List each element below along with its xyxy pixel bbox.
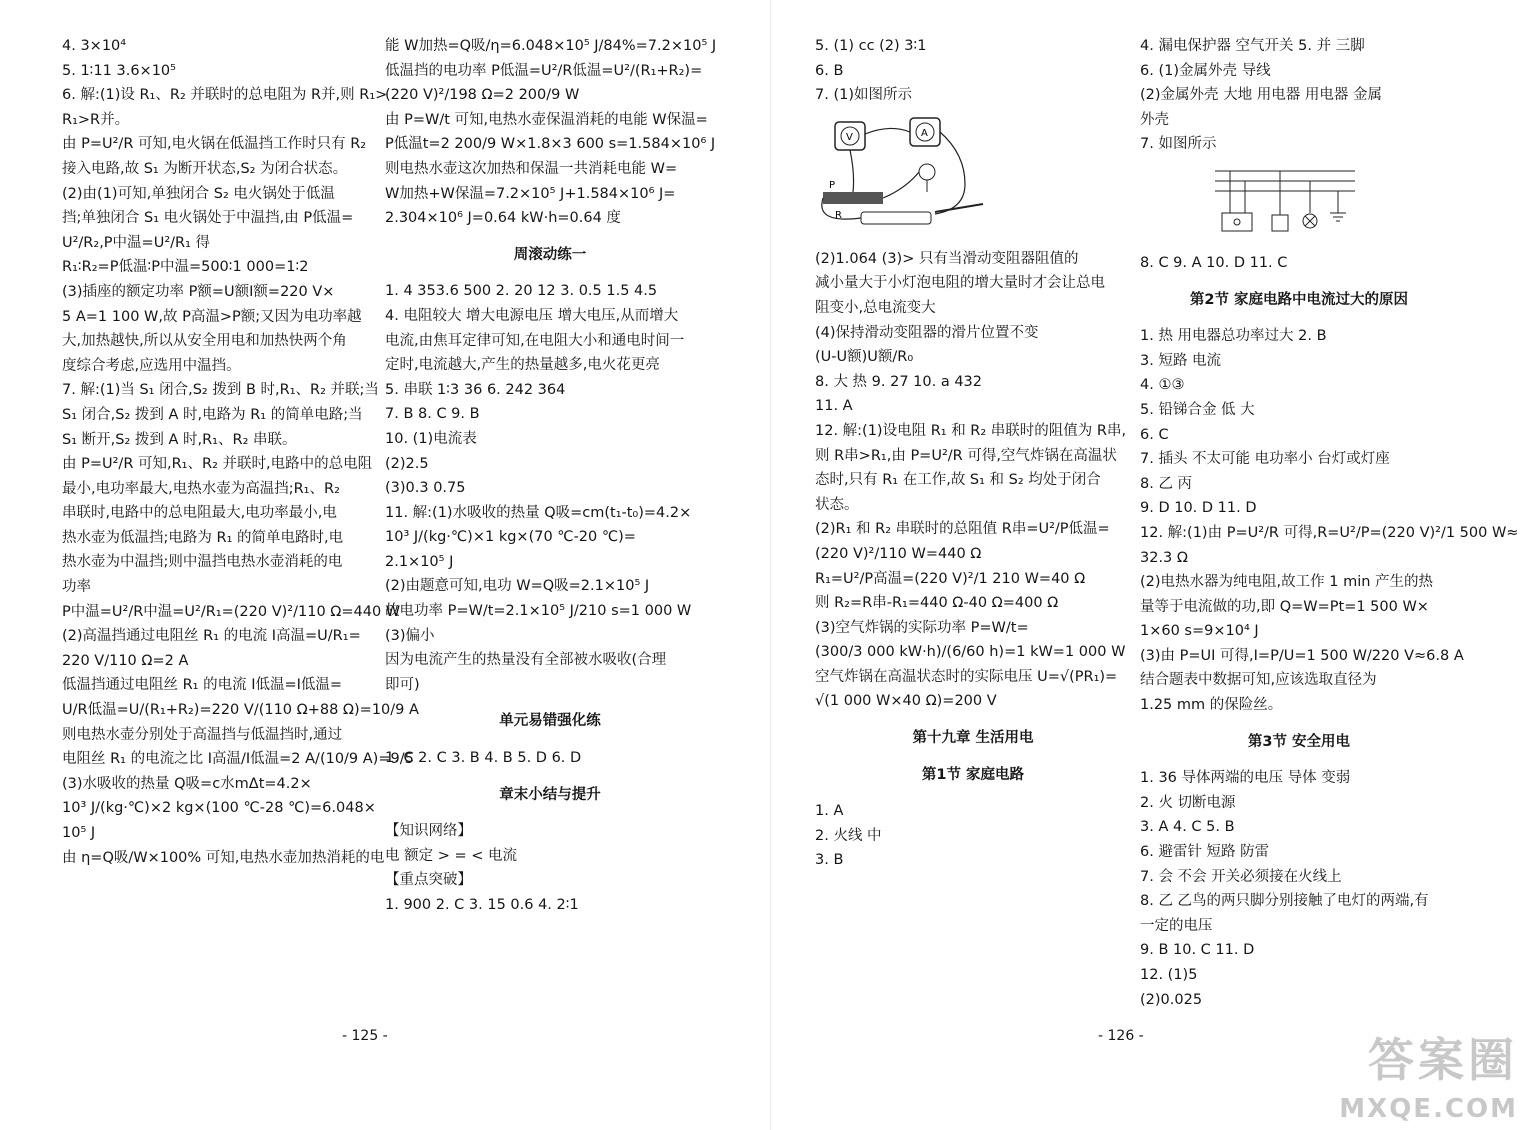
answer-line: 8. 乙 乙鸟的两只脚分别接触了电灯的两端,有 xyxy=(1140,893,1429,910)
answer-line: 热水壶为中温挡;则中温挡电热水壶消耗的电 xyxy=(62,554,343,571)
answer-line: 6. B xyxy=(815,62,844,79)
answer-line: 由 η=Q吸/W×100% 可知,电热水壶加热消耗的电 xyxy=(62,849,385,866)
answer-line: 1. A xyxy=(815,803,844,820)
watermark-url: MXQE.COM xyxy=(1339,1094,1518,1124)
answer-line: (3)空气炸锅的实际功率 P=W/t= xyxy=(815,619,1029,636)
answer-line: 【重点突破】 xyxy=(385,872,472,889)
answer-line: 低温挡的电功率 P低温=U²/R低温=U²/(R₁+R₂)= xyxy=(385,62,703,79)
answer-line: (2)高温挡通过电阻丝 R₁ 的电流 I高温=U/R₁= xyxy=(62,628,361,645)
answer-line: 12. 解:(1)由 P=U²/R 可得,R=U²/P=(220 V)²/1 500 W≈ xyxy=(1140,524,1519,541)
answer-line: (2)电热水器为纯电阻,故工作 1 min 产生的热 xyxy=(1140,574,1434,591)
answer-line: 故电功率 P=W/t=2.1×10⁵ J/210 s=1 000 W xyxy=(385,603,692,620)
answer-line: R₁>R并。 xyxy=(62,111,130,128)
answer-line: 则电热水壶这次加热和保温一共消耗电能 W= xyxy=(385,160,678,177)
answer-line: 1. 36 导体两端的电压 导体 变弱 xyxy=(1140,770,1351,787)
answer-line: 4. 电阻较大 增大电源电压 增大电压,从而增大 xyxy=(385,307,679,324)
answer-line: 功率 xyxy=(62,579,91,596)
page-number-left: - 125 - xyxy=(342,1028,388,1044)
answer-line: 220 V/110 Ω=2 A xyxy=(62,652,189,669)
answer-line: (220 V)²/198 Ω=2 200/9 W xyxy=(385,87,580,104)
answer-line: (2)由(1)可知,单独闭合 S₂ 电火锅处于低温 xyxy=(62,185,335,202)
page-number-right: - 126 - xyxy=(1098,1028,1144,1044)
answer-line: (4)保持滑动变阻器的滑片位置不变 xyxy=(815,324,1039,341)
answer-line: 7. 如图所示 xyxy=(1140,136,1217,153)
answer-line: 11. A xyxy=(815,398,853,415)
answer-line: 量等于电流做的功,即 Q=W=Pt=1 500 W× xyxy=(1140,598,1429,615)
answer-line: 热水壶为低温挡;电路为 R₁ 的简单电路时,电 xyxy=(62,529,344,546)
answer-line: 阻变小,总电流变大 xyxy=(815,299,936,316)
answer-line: 2. 火线 中 xyxy=(815,827,882,844)
answer-line: 7. 插头 不太可能 电功率小 台灯或灯座 xyxy=(1140,451,1390,468)
answer-line: 接入电路,故 S₁ 为断开状态,S₂ 为闭合状态。 xyxy=(62,160,348,177)
answer-line: (3)插座的额定功率 P额=U额I额=220 V× xyxy=(62,283,335,300)
answer-line: R₁∶R₂=P低温∶P中温=500∶1 000=1∶2 xyxy=(62,259,309,276)
column-4 xyxy=(1140,34,1519,1012)
answer-line: 【知识网络】 xyxy=(385,823,472,840)
answer-line: 最小,电功率最大,电热水壶为高温挡;R₁、R₂ xyxy=(62,480,340,497)
answer-line: 4. 3×10⁴ xyxy=(62,38,127,54)
answer-line: 8. C 9. A 10. D 11. C xyxy=(1140,254,1288,271)
answer-line: 1.25 mm 的保险丝。 xyxy=(1140,697,1283,714)
section-heading: 章末小结与提升 xyxy=(499,786,601,803)
answer-line: 即可) xyxy=(385,676,420,693)
answer-line: 因为电流产生的热量没有全部被水吸收(合理 xyxy=(385,652,667,669)
answer-line: 1. 4 353.6 500 2. 20 12 3. 0.5 1.5 4.5 xyxy=(385,283,658,300)
answer-line: 5. 串联 1∶3 36 6. 242 364 xyxy=(385,381,566,398)
section-heading: 单元易错强化练 xyxy=(499,713,601,730)
answer-line: 4. ①③ xyxy=(1140,377,1185,394)
answer-line: U/R低温=U/(R₁+R₂)=220 V/(110 Ω+88 Ω)=10/9 A xyxy=(62,702,419,719)
answer-line: (2)1.064 (3)> 只有当滑动变阻器阻值的 xyxy=(815,250,1079,267)
answer-line: 12. 解:(1)设电阻 R₁ 和 R₂ 串联时的阻值为 R串, xyxy=(815,422,1127,439)
answer-line: 6. 避雷针 短路 防雷 xyxy=(1140,844,1270,861)
answer-line: 5 A=1 100 W,故 P高温>P额;又因为电功率越 xyxy=(62,308,362,325)
answer-line: 挡;单独闭合 S₁ 电火锅处于中温挡,由 P低温= xyxy=(62,210,354,227)
answer-line: 9. D 10. D 11. D xyxy=(1140,500,1257,517)
answer-line: √(1 000 W×40 Ω)=200 V xyxy=(815,693,997,710)
answer-line: 电阻丝 R₁ 的电流之比 I高温/I低温=2 A/(10/9 A)=9/5 xyxy=(62,751,414,768)
answer-line: 一定的电压 xyxy=(1140,917,1213,934)
answer-line: 由 P=U²/R 可知,电火锅在低温挡工作时只有 R₂ xyxy=(62,136,367,153)
answer-line: (220 V)²/110 W=440 Ω xyxy=(815,545,982,562)
answer-line: 外壳 xyxy=(1140,111,1169,128)
answer-line: U²/R₂,P中温=U²/R₁ 得 xyxy=(62,234,211,251)
answer-line: 空气炸锅在高温状态时的实际电压 U=√(PR₁)= xyxy=(815,668,1118,685)
answer-line: 8. 乙 丙 xyxy=(1140,475,1193,492)
answer-line: (3)水吸收的热量 Q吸=c水mΔt=4.2× xyxy=(62,775,312,792)
answer-line: 减小量大于小灯泡电阻的增大量时才会让总电 xyxy=(815,275,1105,292)
answer-line: 6. (1)金属外壳 导线 xyxy=(1140,62,1271,79)
answer-line: 5. 铅锑合金 低 大 xyxy=(1140,401,1255,418)
answer-line: 定时,电流越大,产生的热量越多,电火花更亮 xyxy=(385,357,660,374)
answer-line: 则 R₂=R串-R₁=440 Ω-40 Ω=400 Ω xyxy=(815,595,1059,612)
section-heading: 第3节 安全用电 xyxy=(1247,733,1351,750)
watermark-logo: 答案圈 xyxy=(1368,1033,1518,1087)
answer-line: (3)由 P=UI 可得,I=P/U=1 500 W/220 V≈6.8 A xyxy=(1140,647,1464,664)
answer-line: 低温挡通过电阻丝 R₁ 的电流 I低温=I低温= xyxy=(62,677,343,694)
answer-line: 11. 解:(1)水吸收的热量 Q吸=cm(t₁-t₀)=4.2× xyxy=(385,504,692,521)
answer-line: (2)由题意可知,电功 W=Q吸=2.1×10⁵ J xyxy=(385,578,650,595)
answer-line: (3)偏小 xyxy=(385,627,435,644)
answer-line: S₁ 闭合,S₂ 拨到 A 时,电路为 R₁ 的简单电路;当 xyxy=(62,406,363,423)
answer-line: 2.1×10⁵ J xyxy=(385,553,454,570)
answer-line: 5. (1) cc (2) 3∶1 xyxy=(815,38,927,54)
answer-line: 串联时,电路中的总电阻最大,电功率最小,电 xyxy=(62,505,337,522)
svg-text:R: R xyxy=(835,209,842,221)
wiring-diagram xyxy=(1210,163,1360,243)
answer-line: 结合题表中数据可知,应该选取直径为 xyxy=(1140,672,1377,689)
answer-line: (300/3 000 kW·h)/(6/60 h)=1 kW=1 000 W xyxy=(815,644,1126,661)
answer-line: 9. B 10. C 11. D xyxy=(1140,942,1255,959)
answer-line: 1. 热 用电器总功率过大 2. B xyxy=(1140,328,1327,345)
answer-line: 3. B xyxy=(815,852,844,869)
answer-line: 态时,只有 R₁ 在工作,故 S₁ 和 S₂ 均处于闭合 xyxy=(815,472,1101,489)
answer-line: 状态。 xyxy=(815,496,859,513)
column-3 xyxy=(815,34,1131,873)
answer-line: (3)0.3 0.75 xyxy=(385,480,466,497)
answer-line: 8. 大 热 9. 27 10. a 432 xyxy=(815,373,983,390)
answer-line: 7. (1)如图所示 xyxy=(815,87,912,104)
answer-line: 1. 900 2. C 3. 15 0.6 4. 2∶1 xyxy=(385,897,579,913)
svg-text:A: A xyxy=(921,127,928,139)
answer-line: (2)金属外壳 大地 用电器 用电器 金属 xyxy=(1140,87,1382,104)
answer-line: W加热+W保温=7.2×10⁵ J+1.584×10⁶ J= xyxy=(385,185,676,202)
answer-line: 1. C 2. C 3. B 4. B 5. D 6. D xyxy=(385,750,582,767)
answer-line: 5. 1∶11 3.6×10⁵ xyxy=(62,62,176,79)
section-heading: 第2节 家庭电路中电流过大的原因 xyxy=(1189,291,1409,308)
answer-line: 4. 漏电保护器 空气开关 5. 并 三脚 xyxy=(1140,38,1365,54)
answer-line: 电 额定 > = < 电流 xyxy=(385,847,517,864)
answer-line: 由 P=W/t 可知,电热水壶保温消耗的电能 W保温= xyxy=(385,111,708,128)
section-heading: 周滚动练一 xyxy=(513,246,587,263)
answer-line: (2)2.5 xyxy=(385,455,429,472)
answer-line: 32.3 Ω xyxy=(1140,549,1188,566)
answer-line: 则电热水壶分别处于高温挡与低温挡时,通过 xyxy=(62,726,343,743)
answer-line: 6. C xyxy=(1140,426,1169,443)
answer-line: 10. (1)电流表 xyxy=(385,430,477,447)
answer-line: 10³ J/(kg·℃)×2 kg×(100 ℃-28 ℃)=6.048× xyxy=(62,800,376,817)
circuit-diagram xyxy=(815,114,995,239)
answer-line: P中温=U²/R中温=U²/R₁=(220 V)²/110 Ω=440 W xyxy=(62,603,401,620)
answer-line: 3. A 4. C 5. B xyxy=(1140,819,1235,836)
answer-line: 大,加热越快,所以从安全用电和加热快两个角 xyxy=(62,333,347,350)
svg-text:P: P xyxy=(829,179,836,191)
answer-line: 2. 火 切断电源 xyxy=(1140,794,1236,811)
answer-line: (U-U额)U额/R₀ xyxy=(815,349,914,366)
answer-line: S₁ 断开,S₂ 拨到 A 时,R₁、R₂ 串联。 xyxy=(62,431,297,448)
answer-line: 电流,由焦耳定律可知,在电阻大小和通电时间一 xyxy=(385,332,685,349)
svg-text:V: V xyxy=(846,131,853,143)
answer-line: 10³ J/(kg·℃)×1 kg×(70 ℃-20 ℃)= xyxy=(385,529,636,546)
answer-line: 6. 解:(1)设 R₁、R₂ 并联时的总电阻为 R并,则 R₁> xyxy=(62,87,388,104)
answer-line: 12. (1)5 xyxy=(1140,967,1198,983)
page-gutter xyxy=(770,0,771,1130)
answer-line: P低温t=2 200/9 W×1.8×3 600 s=1.584×10⁶ J xyxy=(385,136,716,153)
section-heading: 第十九章 生活用电 xyxy=(912,730,1034,747)
answer-line: 3. 短路 电流 xyxy=(1140,352,1222,369)
answer-line: 7. 解:(1)当 S₁ 闭合,S₂ 拨到 B 时,R₁、R₂ 并联;当 xyxy=(62,382,379,399)
answer-line: (2)R₁ 和 R₂ 串联时的总阻值 R串=U²/P低温= xyxy=(815,521,1110,538)
answer-line: (2)0.025 xyxy=(1140,991,1203,1008)
answer-line: 1×60 s=9×10⁴ J xyxy=(1140,623,1259,640)
answer-line: 则 R串>R₁,由 P=U²/R 可得,空气炸锅在高温状 xyxy=(815,447,1117,464)
answer-line: 由 P=U²/R 可知,R₁、R₂ 并联时,电路中的总电阻 xyxy=(62,456,373,473)
answer-line: 度综合考虑,应选用中温挡。 xyxy=(62,357,241,374)
answer-line: 能 W加热=Q吸/η=6.048×10⁵ J/84%=7.2×10⁵ J xyxy=(385,38,717,54)
answer-line: 7. 会 不会 开关必须接在火线上 xyxy=(1140,868,1342,885)
section-heading: 第1节 家庭电路 xyxy=(921,766,1025,783)
answer-line: 2.304×10⁶ J=0.64 kW·h=0.64 度 xyxy=(385,210,621,227)
answer-line: 10⁵ J xyxy=(62,825,96,841)
answer-line: R₁=U²/P高温=(220 V)²/1 210 W=40 Ω xyxy=(815,570,1086,587)
answer-line: 7. B 8. C 9. B xyxy=(385,406,480,423)
column-2 xyxy=(385,34,715,918)
